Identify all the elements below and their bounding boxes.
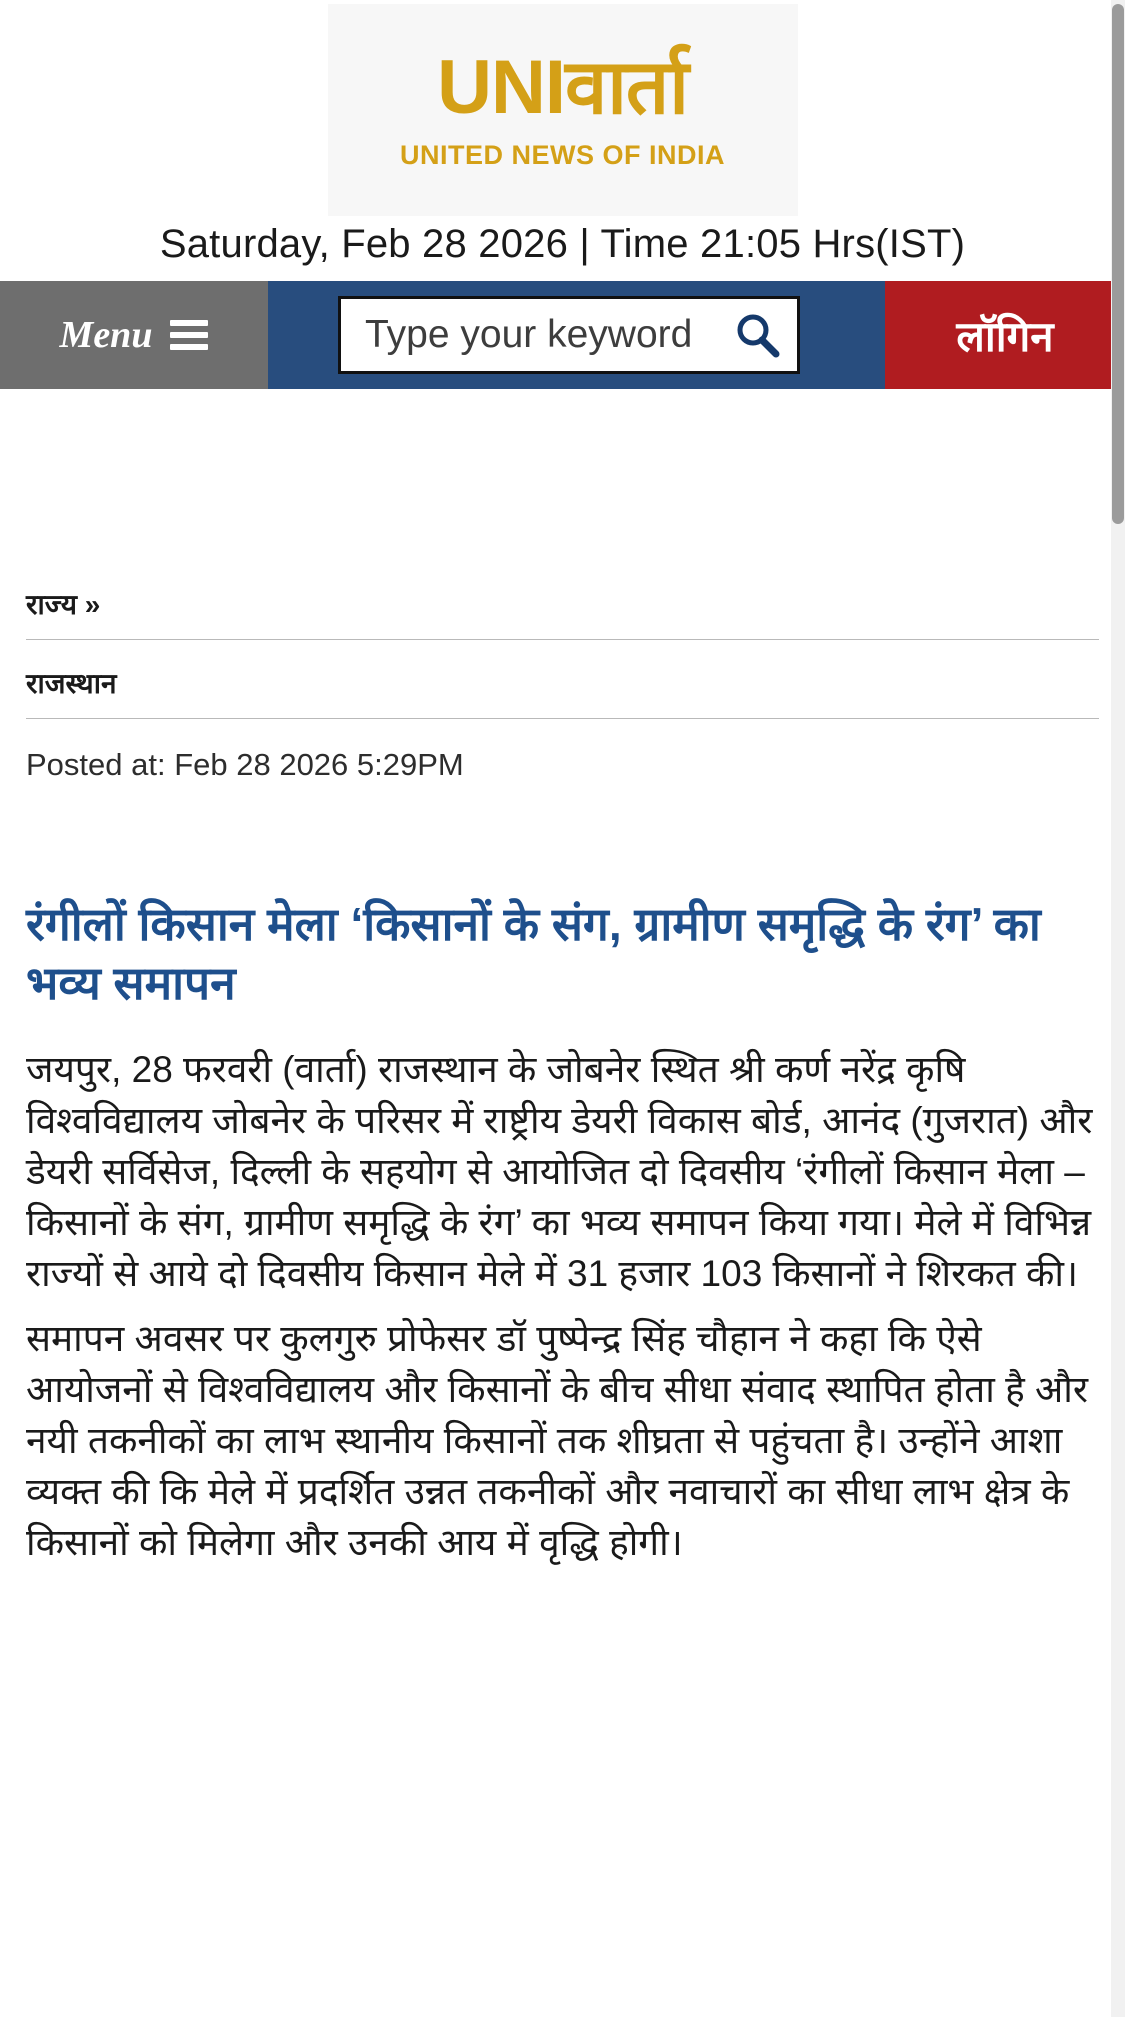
hamburger-icon[interactable] <box>170 320 208 350</box>
article-body <box>26 1044 1099 1568</box>
menu-button[interactable] <box>0 281 268 389</box>
article-container <box>0 585 1125 1568</box>
search-box[interactable] <box>338 296 800 374</box>
scrollbar-thumb[interactable] <box>1112 4 1124 524</box>
search-area <box>268 281 885 389</box>
navigation-bar <box>0 281 1125 389</box>
article-paragraph: समापन अवसर पर कुलगुरु प्रोफेसर डॉ पुष्पेन्द्र सिंह चौहान ने कहा कि ऐसे आयोजनों से विश्वविद्यालय और किसानों के बीच सीधा संवाद स्थापित होता है और नयी तकनीकों का लाभ स्थानीय किसानों तक शीघ्रता से पहुंचता है। उन्होंने आशा व्यक्त की कि मेले में प्रदर्शित उन्नत तकनीकों और नवाचारों का सीधा लाभ क्षेत्र के किसानों को मिलेगा और उनकी आय में वृद्धि होगी। <box>26 1317 1089 1563</box>
menu-button-label: Menu <box>59 314 153 356</box>
datetime-strip: Saturday, Feb 28 2026 | Time 21:05 Hrs(IST) <box>159 222 966 266</box>
search-icon[interactable] <box>731 309 783 361</box>
login-button[interactable] <box>885 281 1125 389</box>
breadcrumb[interactable]: राज्य » <box>26 585 1099 640</box>
logo-wordmark: UNIवार्ता <box>437 44 688 130</box>
site-logo-area <box>0 0 1125 216</box>
article-headline: रंगीलों किसान मेला ‘किसानों के संग, ग्रामीण समृद्धि के रंग’ का भव्य समापन <box>26 898 1041 1009</box>
subcategory-label[interactable]: राजस्थान <box>26 640 1099 719</box>
logo-tagline: UNITED NEWS OF INDIA <box>400 139 725 170</box>
login-button-label: लॉगिन <box>956 312 1054 360</box>
search-input[interactable] <box>363 312 723 358</box>
article-paragraph: जयपुर, 28 फरवरी (वार्ता) राजस्थान के जोबनेर स्थित श्री कर्ण नरेंद्र कृषि विश्वविद्यालय जोबनेर के परिसर में राष्ट्रीय डेयरी विकास बोर्ड, आनंद (गुजरात) और डेयरी सर्विसेज, दिल्ली के सहयोग से आयोजित दो दिवसीय ‘रंगीलों किसान मेला – किसानों के संग, ग्रामीण समृद्धि के रंग’ का भव्य समापन किया गया। मेले में विभिन्न राज्यों से आये दो दिवसीय किसान मेले में 31 हजार 103 किसानों ने शिरकत की। <box>26 1048 1093 1294</box>
content-spacer <box>0 389 1125 585</box>
posted-timestamp: Posted at: Feb 28 2026 5:29PM <box>26 747 464 782</box>
scrollbar-track[interactable] <box>1111 0 1125 2017</box>
site-logo[interactable] <box>328 4 798 216</box>
